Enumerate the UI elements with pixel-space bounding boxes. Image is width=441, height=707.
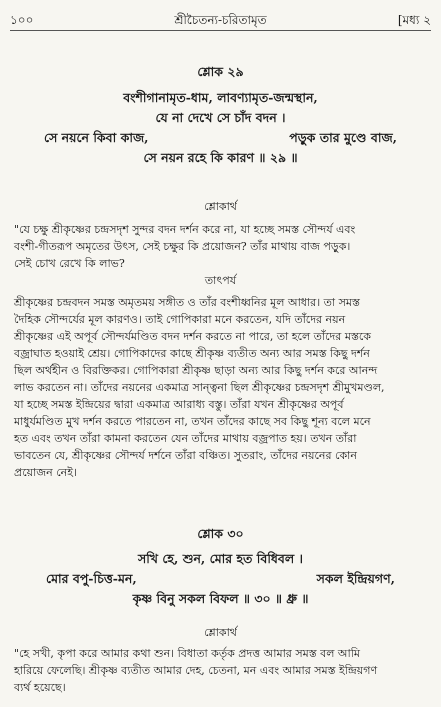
verse-title: শ্লোক ৩০	[197, 526, 244, 541]
verse-line: সে নয়ন রহে কি কারণ ॥ ২৯ ॥	[143, 150, 298, 165]
purport-line: প্রয়োজন নেই।	[14, 466, 77, 479]
verse-title: শ্লোক ২৯	[197, 64, 244, 79]
running-title: শ্রীচৈতন্য-চরিতামৃত	[174, 13, 267, 27]
purport-line: শ্রীকৃষ্ণের এই অপূর্ব সৌন্দর্যমণ্ডিত বদন দর্শন করতে না পারে, তা হলে তাঁদের মস্তকে	[14, 330, 371, 343]
translation-heading: শ্লোকার্থ	[204, 200, 237, 213]
purport-line: শ্রীকৃষ্ণের চন্দ্রবদন সমস্ত অমৃতময় সঙ্গীত ও তাঁর বংশীধ্বনির মূল আধার। তা সমস্ত	[14, 296, 360, 309]
verse-line-right: সকল ইন্দ্রিয়গণ,	[316, 571, 395, 586]
page-header	[10, 12, 431, 30]
translation-line: ব্যর্থ হয়েছে।	[14, 681, 66, 694]
translation-heading: শ্লোকার্থ	[204, 626, 237, 639]
purport-29	[14, 272, 427, 481]
translation-line: "হে সখী, কৃপা করে আমার কথা শুন। বিধাতা কর্তৃক প্রদত্ত আমার সমস্ত বল আমি	[14, 647, 361, 660]
translation-line: বংশী-গীতরূপ অমৃতের উৎস, সেই চক্ষুর কি প্রয়োজন? তাঁর মাথায় বাজ পড়ুক।	[14, 240, 351, 253]
section-label: [মধ্য ২	[397, 13, 431, 27]
purport-line: হত এবং তখন তাঁরা কামনা করতেন যেন তাঁদের মাথায় বজ্রপাত হয়। তখন তাঁরা	[14, 432, 357, 445]
purport-line: ভাবতেন যে, শ্রীকৃষ্ণের সৌন্দর্য দর্শনে তাঁরা বঞ্চিত। সুতরাং, তাঁদের নয়নের কোন	[14, 449, 357, 462]
translation-line: হারিয়ে ফেলেছি। শ্রীকৃষ্ণ ব্যতীত আমার দেহ, চেতনা, মন এবং আমার সমস্ত ইন্দ্রিয়গণ	[14, 664, 378, 677]
purport-line: লাভ করতেন না। তাঁদের নয়নের একমাত্র সান্ত্বনা ছিল শ্রীকৃষ্ণের চন্দ্রসদৃশ শ্রীমুখমণ্ডল,	[14, 381, 385, 394]
purport-line: বজ্রাঘাত হওয়াই শ্রেয়। গোপিকাদের কাছে শ্রীকৃষ্ণ ব্যতীত অন্য আর সমস্ত কিছু দর্শন	[14, 347, 370, 360]
verse-29	[14, 64, 427, 168]
verse-line: কৃষ্ণ বিনু সকল বিফল ॥ ৩০ ॥ ধ্রু ॥	[132, 591, 309, 606]
purport-line: যা হচ্ছে সমস্ত ইন্দ্রিয়ের দ্বারা একমাত্র আরাধ্য বস্তু। তাঁরা যখন শ্রীকৃষ্ণের অপূর্ব	[14, 398, 344, 411]
purport-line: মাধুর্যমণ্ডিত মুখ দর্শন করতে পারতেন না, তখন তাঁদের কাছে সব কিছু শূন্য বলে মনে	[14, 415, 371, 428]
header-rule	[10, 30, 431, 31]
verse-line: যে না দেখে সে চাঁদ বদন ।	[155, 110, 286, 125]
translation-30	[14, 624, 427, 696]
translation-line: "যে চক্ষু শ্রীকৃষ্ণের চন্দ্রসদৃশ সুন্দর বদন দর্শন করে না, যা হচ্ছে সমস্ত সৌন্দর্য এবং	[14, 223, 356, 236]
verse-30	[14, 526, 427, 609]
page-number: ১০০	[10, 13, 34, 27]
verse-line-left: মোর বপু-চিত্ত-মন,	[46, 571, 137, 586]
translation-line: সেই চোখ রেখে কি লাভ?	[14, 257, 125, 270]
verse-line: সখি হে, শুন, মোর হত বিধিবল ।	[137, 551, 304, 566]
purport-line: ছিল অর্থহীন ও বিরক্তিকর। গোপিকারা শ্রীকৃষ্ণ ছাড়া অন্য আর কিছু দর্শন করে আনন্দ	[14, 364, 378, 377]
verse-line: বংশীগানামৃত-ধাম, লাবণ্যামৃত-জন্মস্থান,	[123, 90, 318, 105]
purport-heading: তাৎপর্য	[204, 274, 237, 287]
translation-29	[14, 198, 427, 272]
verse-line-left: সে নয়নে কিবা কাজ,	[44, 130, 149, 145]
verse-line-right: পড়ুক তার মুণ্ডে বাজ,	[289, 130, 397, 145]
purport-line: দৈহিক সৌন্দর্যের মূল কারণও। তাই গোপিকারা মনে করতেন, যদি তাঁদের নয়ন	[14, 313, 346, 326]
